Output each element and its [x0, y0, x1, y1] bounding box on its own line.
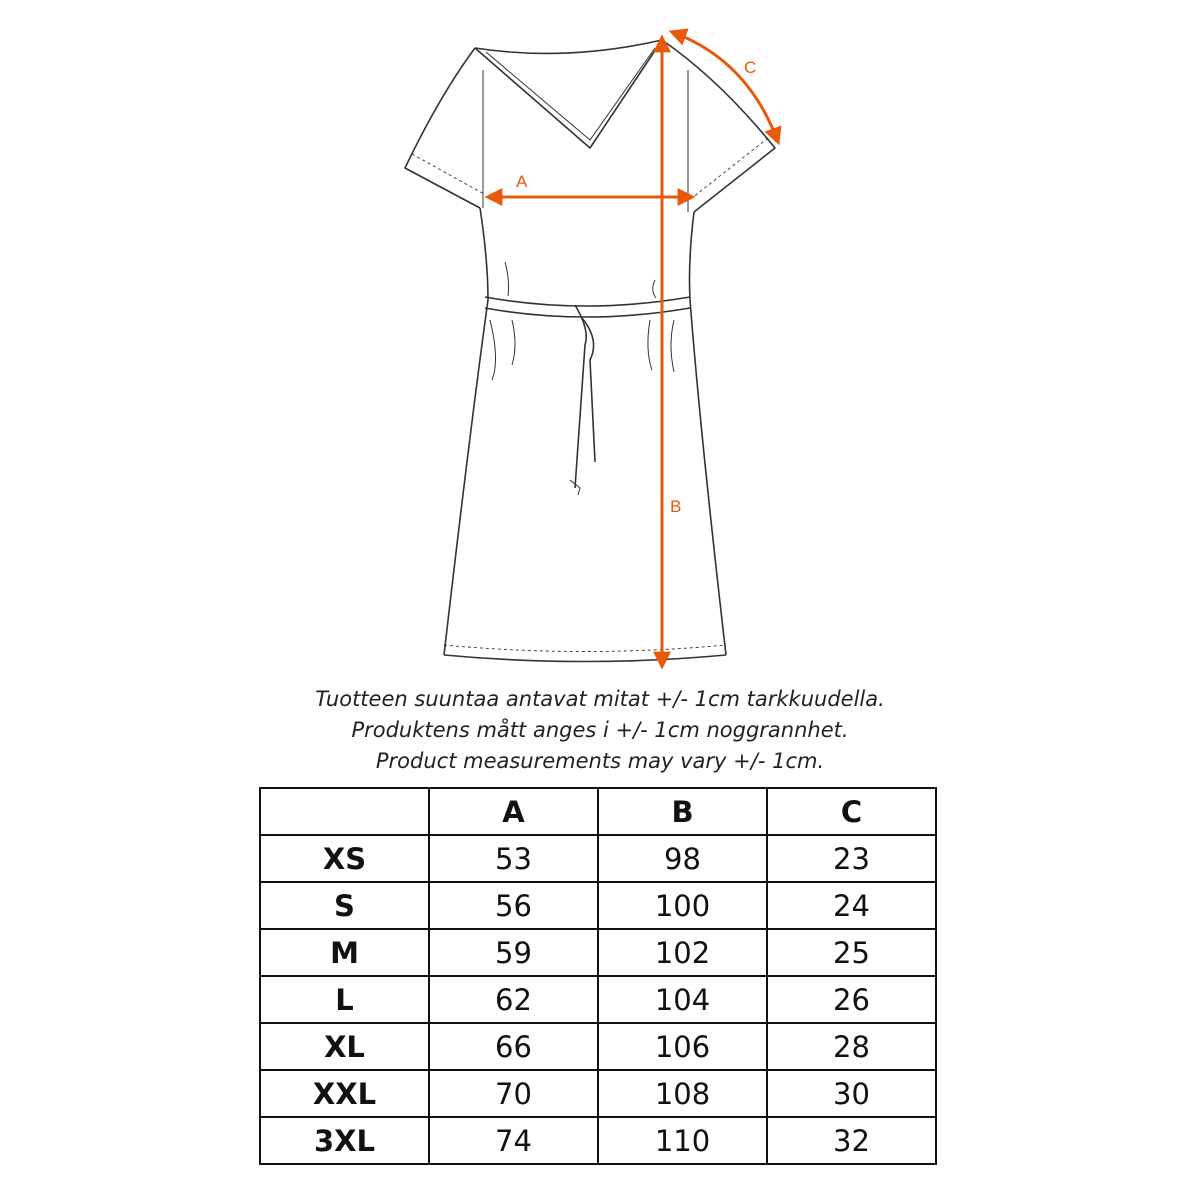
dimension-a-label: A	[516, 172, 528, 191]
size-table	[259, 787, 937, 1165]
note-swedish: Produktens mått anges i +/- 1cm noggrannhet.	[351, 718, 849, 742]
value-a-cell: 62	[429, 976, 598, 1023]
value-b-cell: 104	[598, 976, 767, 1023]
value-c-cell: 30	[767, 1070, 936, 1117]
value-c-cell: 24	[767, 882, 936, 929]
header-empty	[260, 788, 429, 835]
value-b-cell: 100	[598, 882, 767, 929]
value-a-cell: 56	[429, 882, 598, 929]
value-a-cell: 53	[429, 835, 598, 882]
table-header-row	[260, 788, 936, 835]
value-c-cell: 28	[767, 1023, 936, 1070]
value-c-cell: 23	[767, 835, 936, 882]
size-cell: XL	[260, 1023, 429, 1070]
size-cell: M	[260, 929, 429, 976]
table-row	[260, 835, 936, 882]
size-cell: XS	[260, 835, 429, 882]
size-cell: L	[260, 976, 429, 1023]
value-a-cell: 59	[429, 929, 598, 976]
dimension-c-label: C	[744, 58, 757, 77]
value-b-cell: 108	[598, 1070, 767, 1117]
table-row	[260, 1070, 936, 1117]
table-row	[260, 882, 936, 929]
value-a-cell: 66	[429, 1023, 598, 1070]
header-a: A	[429, 788, 598, 835]
table-row	[260, 929, 936, 976]
size-cell: 3XL	[260, 1117, 429, 1164]
value-a-cell: 70	[429, 1070, 598, 1117]
dimension-b-label: B	[670, 497, 682, 516]
value-c-cell: 32	[767, 1117, 936, 1164]
value-b-cell: 98	[598, 835, 767, 882]
value-c-cell: 25	[767, 929, 936, 976]
header-b: B	[598, 788, 767, 835]
size-cell: XXL	[260, 1070, 429, 1117]
dress-outline	[405, 40, 775, 662]
table-row	[260, 1023, 936, 1070]
value-b-cell: 106	[598, 1023, 767, 1070]
note-english: Product measurements may vary +/- 1cm.	[375, 749, 825, 773]
table-row	[260, 1117, 936, 1164]
measurement-notes	[0, 684, 1200, 777]
header-c: C	[767, 788, 936, 835]
value-b-cell: 110	[598, 1117, 767, 1164]
value-c-cell: 26	[767, 976, 936, 1023]
table-row	[260, 976, 936, 1023]
note-finnish: Tuotteen suuntaa antavat mitat +/- 1cm tarkkuudella.	[315, 687, 885, 711]
value-b-cell: 102	[598, 929, 767, 976]
value-a-cell: 74	[429, 1117, 598, 1164]
size-cell: S	[260, 882, 429, 929]
